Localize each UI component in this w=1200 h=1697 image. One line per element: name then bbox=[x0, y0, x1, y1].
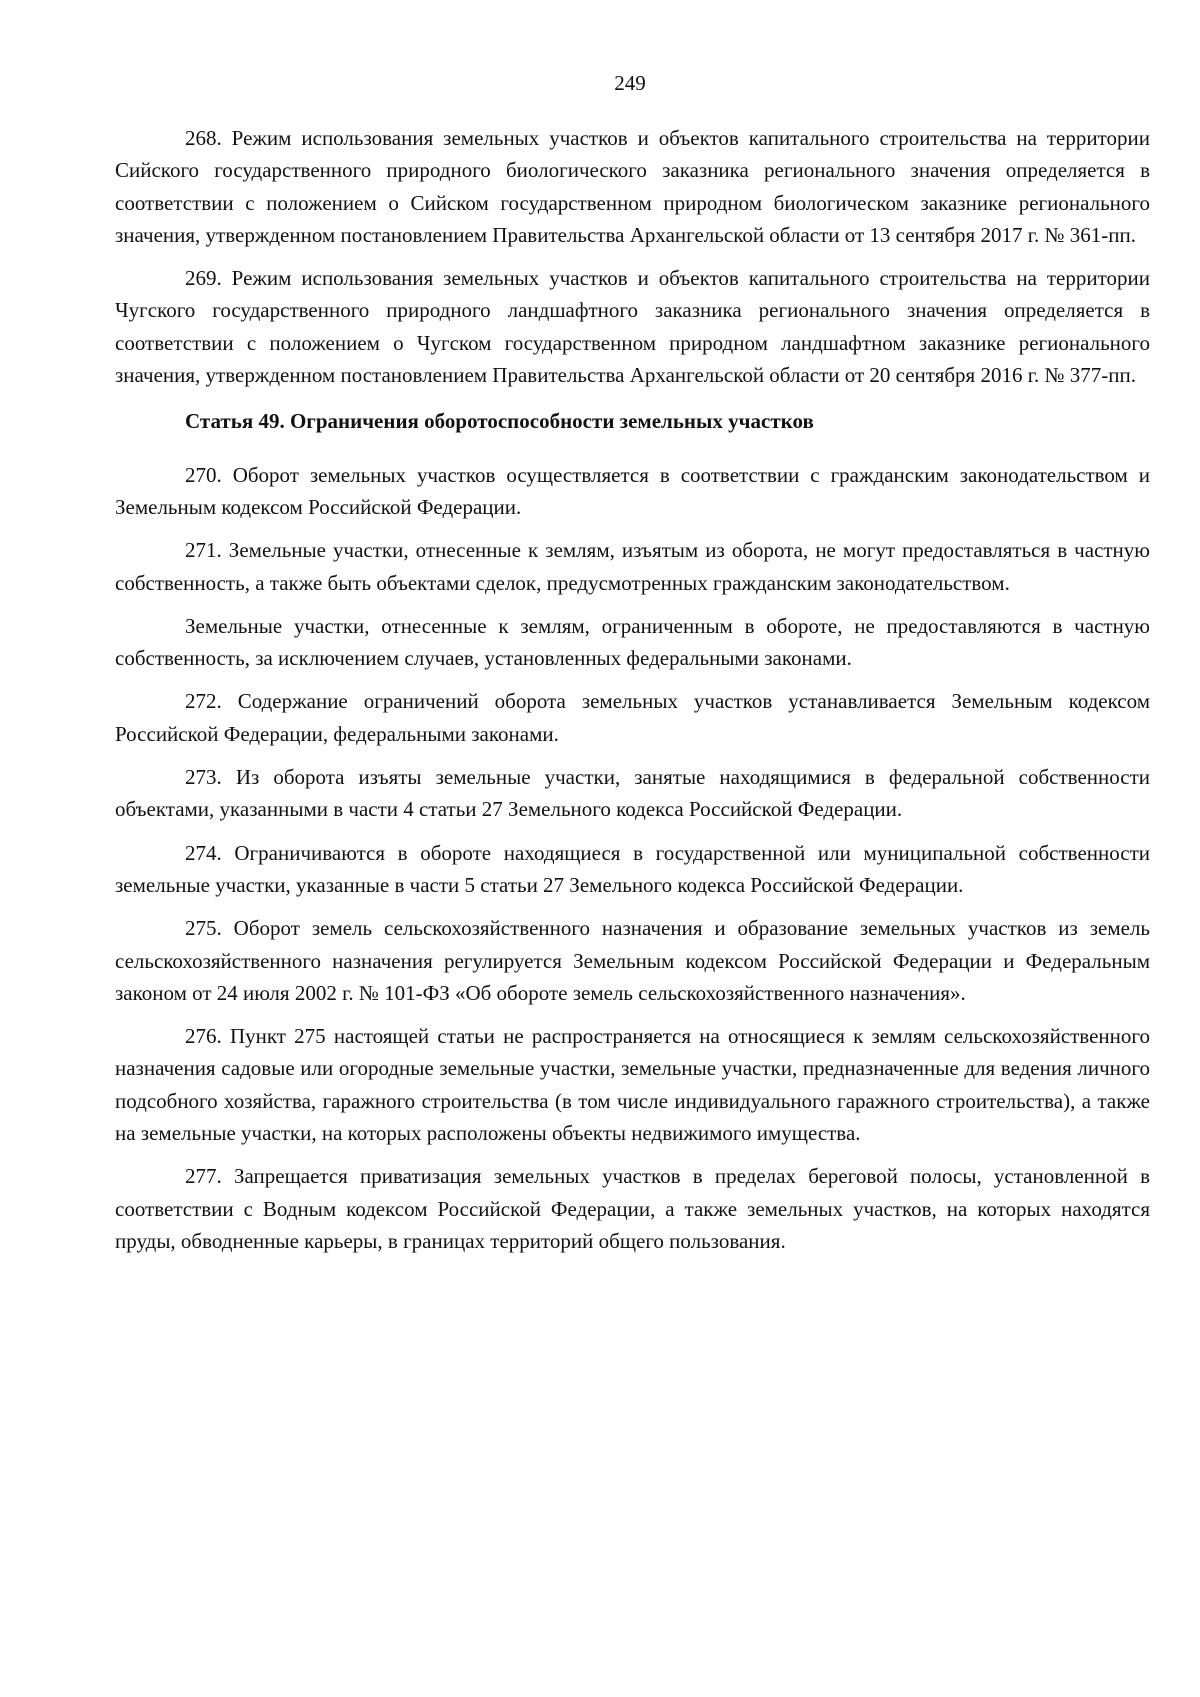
article-heading: Статья 49. Ограничения оборотоспособности земельных участков bbox=[185, 409, 814, 434]
paragraph-269: 269. Режим использования земельных участков и объектов капитального строительства на территории Чугского государственного природного ландшафтного заказника регионального значения определяется в соответствии с положением о Чугском государственном природном ландшафтном заказнике регионального значения, утвержденном постановлением Правительства Архангельской области от 20 сентября 2016 г. № 377-пп. bbox=[115, 266, 1150, 388]
page-number: 249 bbox=[614, 71, 646, 95]
paragraph-268: 268. Режим использования земельных участков и объектов капитального строительства на территории Сийского государственного природного биологического заказника регионального значения определяется в соответствии с положением о Сийском государственном природном биологическом заказнике регионального значения, утвержденном постановлением Правительства Архангельской области от 13 сентября 2017 г. № 361-пп. bbox=[115, 126, 1150, 247]
paragraph-276: 276. Пункт 275 настоящей статьи не распространяется на относящиеся к землям сельскохозяйственного назначения садовые или огородные земельные участки, земельные участки, предназначенные для ведения личного подсобного хозяйства, гаражного строительства (в том числе индивидуального гаражного строительства), а также на земельные участки, на которых расположены объекты недвижимого имущества. bbox=[115, 1024, 1150, 1146]
paragraph-277: 277. Запрещается приватизация земельных участков в пределах береговой полосы, установленной в соответствии с Водным кодексом Российской Федерации, а также земельных участков, на которых находятся пруды, обводненные карьеры, в границах территорий общего пользования. bbox=[115, 1164, 1150, 1253]
paragraph-272: 272. Содержание ограничений оборота земельных участков устанавливается Земельным кодексом Российской Федерации, федеральными законами. bbox=[115, 689, 1150, 746]
paragraph-270: 270. Оборот земельных участков осуществляется в соответствии с гражданским законодательством и Земельным кодексом Российской Федерации. bbox=[115, 462, 1150, 519]
paragraph-275: 275. Оборот земель сельскохозяйственного назначения и образование земельных участков из земель сельскохозяйственного назначения регулируется Земельным кодексом Российской Федерации и Федеральным законом от 24 июля 2002 г. № 101-ФЗ «Об обороте земель сельскохозяйственного назначения». bbox=[115, 916, 1150, 1005]
paragraph-271-continued: Земельные участки, отнесенные к землям, ограниченным в обороте, не предоставляются в частную собственность, за исключением случаев, установленных федеральными законами. bbox=[115, 613, 1150, 671]
paragraph-274: 274. Ограничиваются в обороте находящиеся в государственной или муниципальной собственности земельные участки, указанные в части 5 статьи 27 Земельного кодекса Российской Федерации. bbox=[115, 840, 1150, 897]
paragraph-273: 273. Из оборота изъяты земельные участки, занятые находящимися в федеральной собственности объектами, указанными в части 4 статьи 27 Земельного кодекса Российской Федерации. bbox=[115, 765, 1150, 822]
paragraph-271: 271. Земельные участки, отнесенные к землям, изъятым из оборота, не могут предоставляться в частную собственность, а также быть объектами сделок, предусмотренных гражданским законодательством. bbox=[115, 538, 1150, 595]
